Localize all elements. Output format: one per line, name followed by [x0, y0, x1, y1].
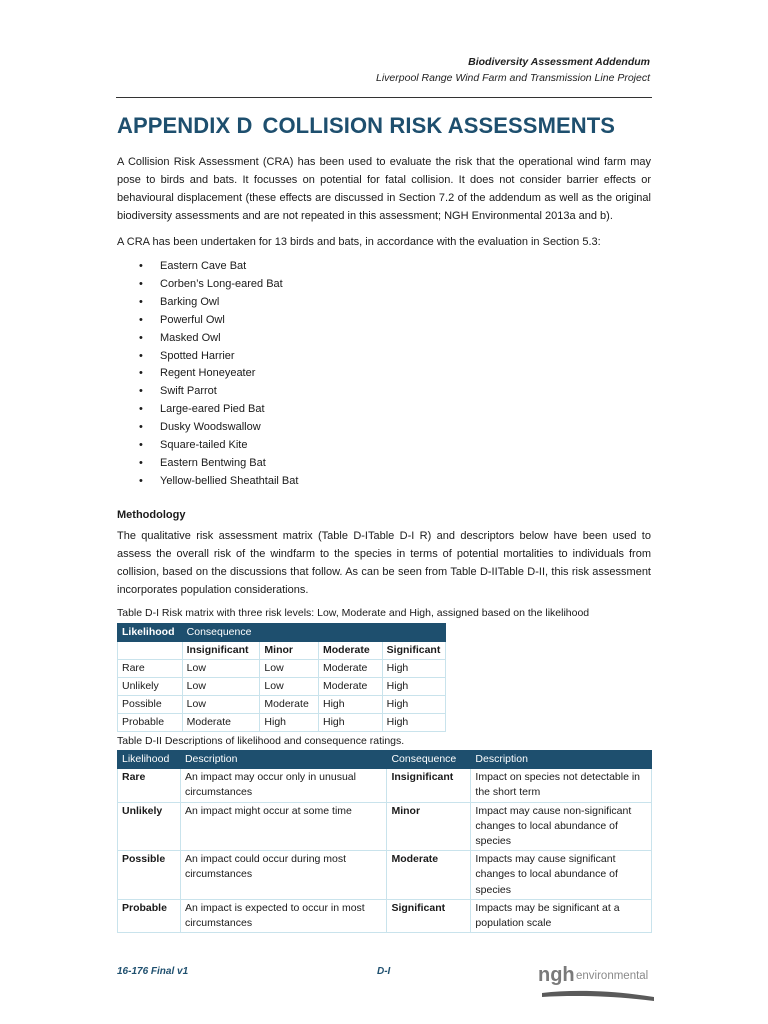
column-header: Consequence — [387, 751, 471, 769]
footer-page-number: D-I — [377, 966, 391, 977]
likelihood-cell: Probable — [118, 899, 181, 932]
table-row — [118, 696, 446, 714]
table-cell: Moderate — [182, 714, 260, 732]
table-cell: Low — [260, 660, 319, 678]
table-cell: High — [382, 678, 445, 696]
footer-document-reference: 16-176 Final v1 — [117, 966, 189, 977]
page-header — [376, 54, 650, 86]
table-subheader-row — [118, 642, 446, 660]
header-document-title: Biodiversity Assessment Addendum — [468, 56, 650, 68]
species-item: • Eastern Bentwing Bat — [117, 455, 298, 473]
header-consequence: Consequence — [182, 624, 445, 642]
table1-caption: Table D-I Risk matrix with three risk levels: Low, Moderate and High, assigned based on the likelihood — [117, 607, 590, 619]
table-cell: Low — [260, 678, 319, 696]
table2-caption: Table D-II Descriptions of likelihood and consequence ratings. — [117, 735, 405, 747]
column-header: Moderate — [319, 642, 383, 660]
column-header: Significant — [382, 642, 445, 660]
species-item: • Corben’s Long-eared Bat — [117, 276, 298, 294]
table-cell: High — [382, 660, 445, 678]
species-item: • Masked Owl — [117, 330, 298, 348]
species-item: • Eastern Cave Bat — [117, 258, 298, 276]
intro-paragraph: A Collision Risk Assessment (CRA) has been used to evaluate the risk that the operational wind farm may pose to birds and bats. It focusses on potential for fatal collision. It does not consider barrier effects or behavioural displacement (these effects are discussed in Section 7.2 of the addendum as well as the original biodiversity assessments and are not repeated in this assessment; NGH Environmental 2013a and b). — [117, 156, 651, 222]
table-cell: High — [382, 696, 445, 714]
table-cell: High — [382, 714, 445, 732]
likelihood-description: An impact is expected to occur in most circumstances — [180, 899, 387, 932]
column-header: Description — [180, 751, 387, 769]
consequence-cell: Moderate — [387, 851, 471, 900]
consequence-cell: Minor — [387, 802, 471, 851]
logo-main-text: ngh — [538, 964, 575, 986]
species-item: • Powerful Owl — [117, 312, 298, 330]
table-row — [118, 802, 652, 851]
species-item: • Swift Parrot — [117, 383, 298, 401]
likelihood-description: An impact could occur during most circumstances — [180, 851, 387, 900]
column-header: Description — [471, 751, 652, 769]
likelihood-description: An impact might occur at some time — [180, 802, 387, 851]
logo-swoosh — [542, 991, 654, 1001]
table-cell: High — [319, 714, 383, 732]
risk-matrix-table — [117, 623, 446, 732]
table-cell: Low — [182, 660, 260, 678]
likelihood-cell: Rare — [118, 769, 181, 802]
species-item: • Spotted Harrier — [117, 348, 298, 366]
row-label: Unlikely — [118, 678, 183, 696]
row-label: Probable — [118, 714, 183, 732]
likelihood-description: An impact may occur only in unusual circumstances — [180, 769, 387, 802]
descriptions-table — [117, 750, 652, 933]
methodology-paragraph: The qualitative risk assessment matrix (Table D-ITable D-I R) and descriptors below have been used to assess the overall risk of the windfarm to the species in terms of potential mortalities to individuals from collision, based on the discussions that follow. As can be seen from Table D-IITable D-II, this risk assessment incorporates population considerations. — [117, 530, 651, 596]
species-item: • Large-eared Pied Bat — [117, 401, 298, 419]
appendix-heading: COLLISION RISK ASSESSMENTS — [262, 113, 616, 138]
likelihood-cell: Possible — [118, 851, 181, 900]
appendix-label: APPENDIX D — [117, 113, 253, 138]
table-cell: Moderate — [260, 696, 319, 714]
consequence-description: Impacts may cause significant changes to local abundance of species — [471, 851, 652, 900]
header-likelihood: Likelihood — [118, 624, 183, 642]
consequence-description: Impact may cause non-significant changes to local abundance of species — [471, 802, 652, 851]
column-header: Minor — [260, 642, 319, 660]
table-header-row — [118, 624, 446, 642]
column-header: Insignificant — [182, 642, 260, 660]
consequence-cell: Insignificant — [387, 769, 471, 802]
consequence-cell: Significant — [387, 899, 471, 932]
species-item: • Square-tailed Kite — [117, 437, 298, 455]
appendix-title — [117, 113, 615, 139]
cra-paragraph: A CRA has been undertaken for 13 birds and bats, in accordance with the evaluation in Section 5.3: — [117, 236, 601, 248]
table-row — [118, 899, 652, 932]
consequence-description: Impact on species not detectable in the short term — [471, 769, 652, 802]
species-item: • Barking Owl — [117, 294, 298, 312]
methodology-heading: Methodology — [117, 509, 186, 521]
table-header-row — [118, 751, 652, 769]
table-row — [118, 714, 446, 732]
logo-sub-text: environmental — [576, 970, 649, 982]
table-cell: Moderate — [319, 678, 383, 696]
likelihood-cell: Unlikely — [118, 802, 181, 851]
species-item: • Dusky Woodswallow — [117, 419, 298, 437]
table-row — [118, 660, 446, 678]
table-cell: High — [319, 696, 383, 714]
table-cell: Moderate — [319, 660, 383, 678]
table-cell: Low — [182, 678, 260, 696]
row-label: Possible — [118, 696, 183, 714]
table-row — [118, 851, 652, 900]
species-item: • Yellow-bellied Sheathtail Bat — [117, 473, 298, 491]
consequence-description: Impacts may be significant at a population scale — [471, 899, 652, 932]
table-cell: Low — [182, 696, 260, 714]
species-list — [117, 258, 298, 491]
table-row — [118, 678, 446, 696]
header-project-name: Liverpool Range Wind Farm and Transmission Line Project — [376, 72, 650, 84]
column-header: Likelihood — [118, 751, 181, 769]
table-cell: High — [260, 714, 319, 732]
header-divider — [116, 97, 652, 98]
row-label: Rare — [118, 660, 183, 678]
table-row — [118, 769, 652, 802]
ngh-environmental-logo — [536, 955, 656, 1005]
species-item: • Regent Honeyeater — [117, 365, 298, 383]
